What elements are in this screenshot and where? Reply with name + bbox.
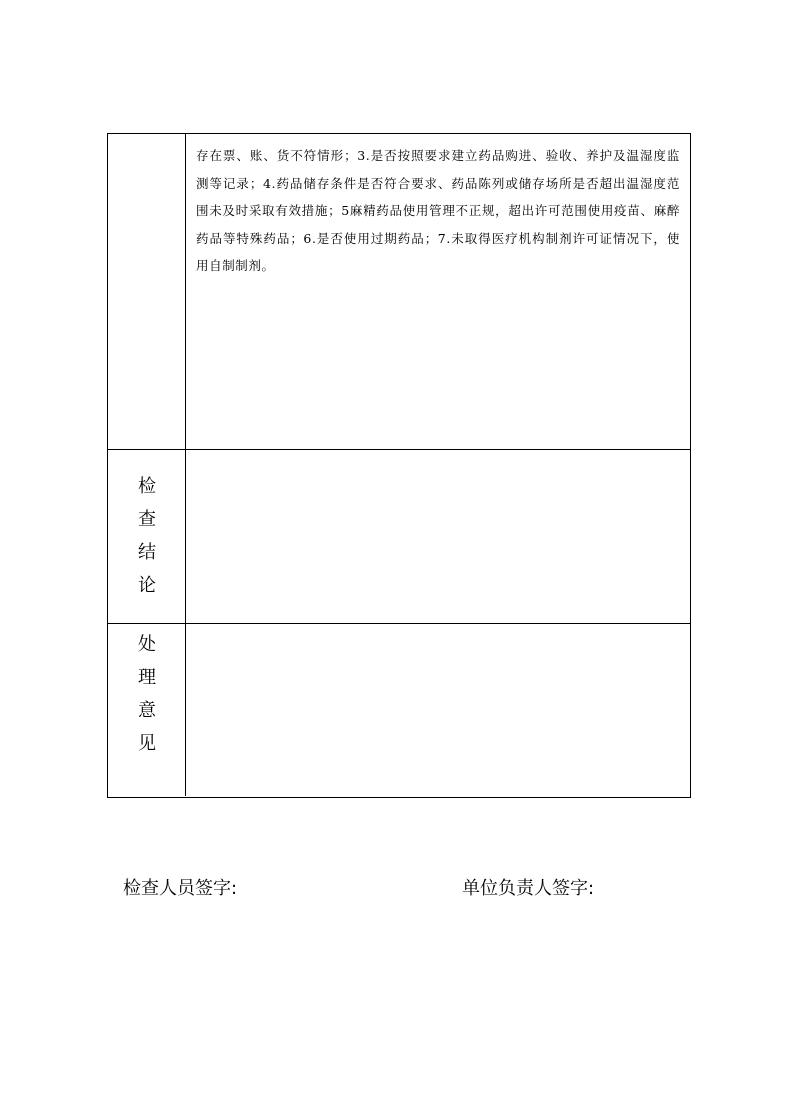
conclusion-label (108, 470, 186, 602)
opinion-label-char: 见 (138, 733, 156, 754)
unit-head-signature-label: 单位负责人签字: (462, 878, 595, 899)
opinion-label-char: 处 (138, 634, 156, 655)
conclusion-label-char: 结 (138, 542, 156, 563)
conclusion-content-cell[interactable] (186, 450, 690, 623)
opinion-label-char: 意 (138, 700, 156, 721)
inspector-signature-label: 检查人员签字: (123, 878, 238, 899)
conclusion-row (108, 450, 690, 624)
opinion-label-char: 理 (138, 667, 156, 688)
opinion-row (108, 624, 690, 796)
criteria-row (108, 134, 690, 450)
criteria-content-cell (186, 134, 690, 449)
conclusion-label-char: 查 (138, 509, 156, 530)
criteria-text: 存在票、账、货不符情形；3.是否按照要求建立药品购进、验收、养护及温湿度监测等记录；4.药品储存条件是否符合要求、药品陈列或储存场所是否超出温湿度范围未及时采取有效措施；5麻精药品使用管理不正规，超出许可范围使用疫苗、麻醉药品等特殊药品；6.是否使用过期药品；7.未取得医疗机构制剂许可证情况下，使用自制制剂。 (196, 148, 680, 273)
conclusion-label-cell (108, 450, 186, 623)
inspection-form-table (107, 133, 691, 798)
opinion-label (108, 628, 186, 760)
conclusion-label-char: 检 (138, 476, 156, 497)
conclusion-label-char: 论 (138, 575, 156, 596)
criteria-label-cell (108, 134, 186, 449)
opinion-label-cell (108, 624, 186, 796)
opinion-content-cell[interactable] (186, 624, 690, 796)
